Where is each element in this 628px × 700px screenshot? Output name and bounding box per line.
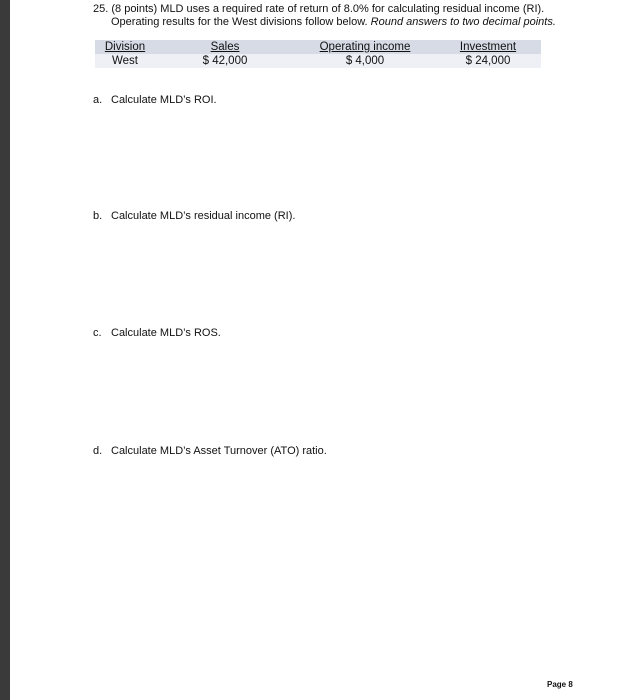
part-d-text: Calculate MLD’s Asset Turnover (ATO) ratio. — [111, 445, 327, 457]
question-line-2 — [93, 16, 613, 29]
question-line1-text: MLD uses a required rate of return of 8.0% for calculating residual income (RI). — [160, 3, 545, 15]
part-d-letter: d. — [93, 445, 103, 457]
question-text — [93, 3, 613, 29]
header-division: Division — [95, 40, 155, 54]
table-row — [95, 54, 541, 68]
part-b-text: Calculate MLD’s residual income (RI). — [111, 210, 296, 222]
part-c — [93, 327, 221, 340]
cell-division: West — [95, 54, 155, 68]
document-page — [10, 0, 628, 700]
header-operating-income: Operating income — [295, 40, 435, 54]
part-b — [93, 210, 295, 223]
cell-operating-income: $ 4,000 — [295, 54, 435, 68]
results-table — [95, 40, 541, 68]
question-line2-text: Operating results for the West divisions follow below. — [111, 16, 368, 28]
rounding-instruction: Round answers to two decimal points. — [370, 16, 556, 28]
question-number: 25. — [93, 3, 109, 15]
cell-sales: $ 42,000 — [155, 54, 295, 68]
header-sales: Sales — [155, 40, 295, 54]
part-a-letter: a. — [93, 94, 103, 106]
question-points: (8 points) — [111, 3, 158, 15]
part-c-letter: c. — [93, 327, 102, 339]
header-investment: Investment — [435, 40, 541, 54]
part-a-text: Calculate MLD’s ROI. — [111, 94, 217, 106]
table-header-row — [95, 40, 541, 54]
part-b-letter: b. — [93, 210, 103, 222]
part-d — [93, 445, 327, 458]
cell-investment: $ 24,000 — [435, 54, 541, 68]
part-a — [93, 94, 217, 107]
question-line-1 — [93, 3, 613, 16]
part-c-text: Calculate MLD’s ROS. — [111, 327, 221, 339]
page-number: Page 8 — [547, 680, 573, 689]
